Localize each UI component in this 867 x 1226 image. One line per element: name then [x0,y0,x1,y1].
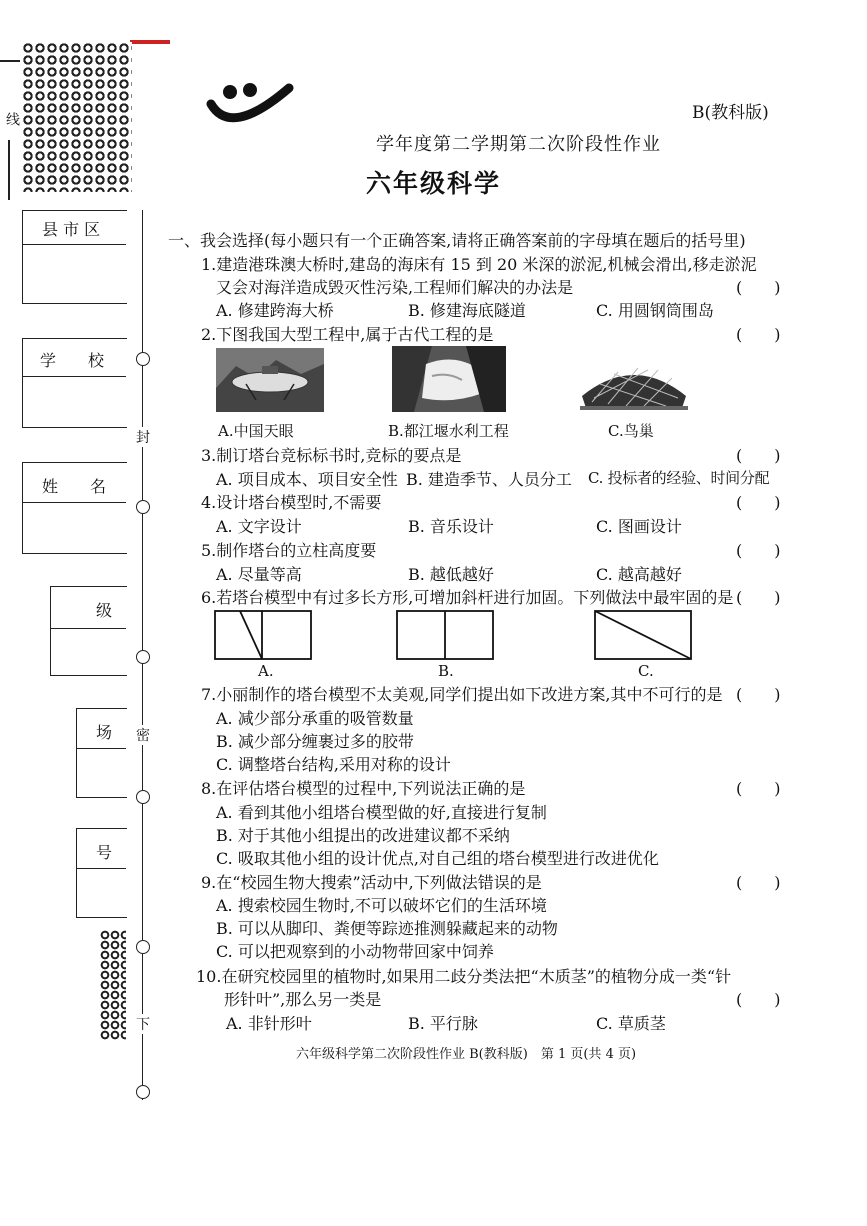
q3-option-b: B. 建造季节、人员分工 [406,470,572,489]
field-divider [22,244,126,245]
seal-circle [136,352,150,366]
brace-diagram-a [214,610,314,662]
page-footer: 六年级科学第二次阶段性作业 B(教科版) 第 1 页(共 4 页) [296,1047,637,1062]
q10-option-a: A. 非针形叶 [226,1014,312,1033]
q6-option-b: B. [438,662,454,680]
q2-option-a: A.中国天眼 [218,422,294,440]
seal-label-xia: 下 [133,1014,153,1034]
dujiangyan-photo [392,346,506,412]
seat-number-field-label: 号 [96,843,113,862]
brace-diagram-b [396,610,496,662]
q1-option-b: B. 修建海底隧道 [408,301,526,320]
q4-option-c: C. 图画设计 [596,517,682,536]
q2-option-c: C.鸟巢 [608,422,654,440]
q7-option-b: B. 减少部分缠裹过多的胶带 [216,732,414,751]
edition-label: B(教科版) [692,103,769,123]
binding-rule [0,60,20,62]
exam-subtitle: 学年度第二学期第二次阶段性作业 [376,134,661,155]
q1-option-c: C. 用圆钢筒围岛 [596,301,714,320]
seal-circle [136,650,150,664]
field-divider [76,868,126,869]
q9-option-b: B. 可以从脚印、粪便等踪迹推测躲藏起来的动物 [216,919,558,938]
q6-option-c: C. [638,662,654,680]
seal-circle [136,500,150,514]
q10-option-c: C. 草质茎 [596,1014,666,1033]
answer-blank-7[interactable]: ( ) [736,685,781,704]
field-divider [50,628,126,629]
question-1: 1.建造港珠澳大桥时,建岛的海床有 15 到 20 米深的淤泥,机械会滑出,移走淤泥 [201,255,757,274]
field-divider [22,502,126,503]
seal-circle [136,1085,150,1099]
exam-room-field-label: 场 [96,723,113,742]
fast-telescope-photo [216,348,324,412]
class-field-box [50,586,127,676]
question-10-line-2: 形针叶”,那么另一类是 [224,990,382,1009]
field-divider [76,748,126,749]
field-divider [22,376,126,377]
answer-blank-9[interactable]: ( ) [736,873,781,892]
seal-circle [136,790,150,804]
question-7: 7.小丽制作的塔台模型不太美观,同学们提出如下改进方案,其中不可行的是 [201,685,723,704]
section-heading: 一、我会选择(每小题只有一个正确答案,请将正确答案前的字母填在题后的括号里) [168,231,746,250]
question-1-line-2: 又会对海洋造成毁灭性污染,工程师们解决的办法是 [216,278,574,297]
answer-blank-1[interactable]: ( ) [736,278,781,297]
q8-option-a: A. 看到其他小组塔台模型做的好,直接进行复制 [216,803,547,822]
page-title: 六年级科学 [365,169,501,198]
question-2: 2.下图我国大型工程中,属于古代工程的是 [201,325,494,344]
q6-option-a: A. [258,662,274,680]
q2-option-b: B.都江堰水利工程 [388,422,509,440]
q4-option-b: B. 音乐设计 [408,517,494,536]
q3-option-a: A. 项目成本、项目安全性 [216,470,398,489]
q4-option-a: A. 文字设计 [216,517,302,536]
binding-line-mark: 线 [4,112,20,126]
question-4: 4.设计塔台模型时,不需要 [201,493,382,512]
question-3: 3.制订塔台竞标标书时,竞标的要点是 [201,446,462,465]
answer-blank-8[interactable]: ( ) [736,779,781,798]
name-field-label: 姓 名 [42,477,107,496]
answer-blank-4[interactable]: ( ) [736,493,781,512]
q3-option-c: C. 投标者的经验、时间分配 [588,469,770,487]
answer-blank-5[interactable]: ( ) [736,541,781,560]
q7-option-a: A. 减少部分承重的吸管数量 [216,709,414,728]
seal-label-mi: 密 [133,725,153,745]
q5-option-c: C. 越高越好 [596,565,682,584]
school-field-label: 学 校 [40,351,105,370]
class-field-label: 级 [96,601,113,620]
answer-blank-10[interactable]: ( ) [736,990,781,1009]
seal-label-feng: 封 [133,427,153,447]
q5-option-b: B. 越低越好 [408,565,494,584]
question-9: 9.在“校园生物大搜索”活动中,下列做法错误的是 [201,873,542,892]
question-10: 10.在研究校园里的植物时,如果用二歧分类法把“木质茎”的植物分成一类“针 [196,967,732,986]
q5-option-a: A. 尽量等高 [216,565,302,584]
q9-option-a: A. 搜索校园生物时,不可以破坏它们的生活环境 [216,896,547,915]
brace-diagram-c [594,610,694,662]
smiley-logo-icon [205,80,295,136]
seal-circle [136,940,150,954]
red-mark [130,40,170,44]
q9-option-c: C. 可以把观察到的小动物带回家中饲养 [216,942,494,961]
birds-nest-photo [578,356,690,412]
q8-option-c: C. 吸取其他小组的设计优点,对自己组的塔台模型进行改进优化 [216,849,659,868]
q7-option-c: C. 调整塔台结构,采用对称的设计 [216,755,451,774]
binding-dot-pattern [100,930,126,1040]
question-8: 8.在评估塔台模型的过程中,下列说法正确的是 [201,779,526,798]
county-field-label: 县 市 区 [42,220,101,239]
question-6: 6.若塔台模型中有过多长方形,可增加斜杆进行加固。下列做法中最牢固的是 [201,588,734,607]
question-5: 5.制作塔台的立柱高度要 [201,541,377,560]
q1-option-a: A. 修建跨海大桥 [216,301,334,320]
answer-blank-2[interactable]: ( ) [736,325,781,344]
answer-blank-3[interactable]: ( ) [736,446,781,465]
answer-blank-6[interactable]: ( ) [736,588,781,607]
q8-option-b: B. 对于其他小组提出的改进建议都不采纳 [216,826,510,845]
q10-option-b: B. 平行脉 [408,1014,478,1033]
